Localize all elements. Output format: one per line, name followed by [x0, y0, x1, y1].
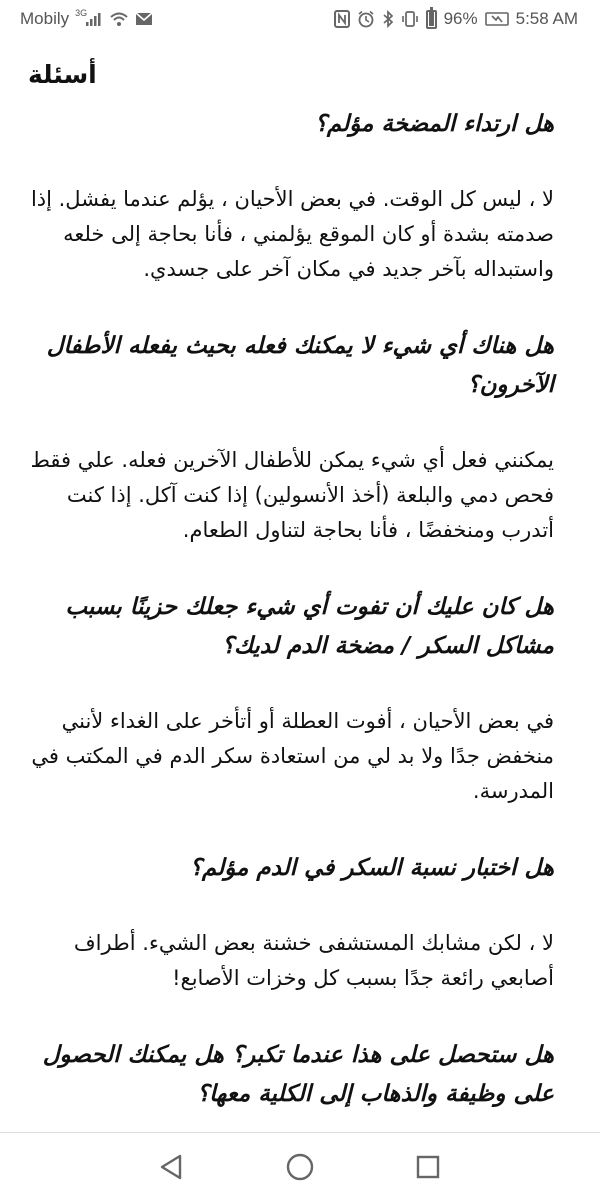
recents-icon — [415, 1154, 441, 1180]
back-icon — [158, 1153, 184, 1181]
status-bar — [0, 0, 600, 40]
signal-icon — [75, 7, 103, 26]
question-text: هل ارتداء المضخة مؤلم؟ — [314, 111, 554, 137]
answer-text: في بعض الأحيان ، أفوت العطلة أو أتأخر على الغداء لأنني منخفض جدًا ولا بد لي من استعادة سكر الدم في المكتب في المدرسة. — [31, 709, 554, 803]
status-right — [334, 9, 578, 29]
answer-text: لا ، ليس كل الوقت. في بعض الأحيان ، يؤلم عندما يفشل. إذا صدمته بشدة أو كان الموقع يؤلمني ، فأنا بحاجة إلى خلعه واستبداله بآخر جديد في مكان آخر على جسدي. — [30, 187, 554, 281]
qa-item — [28, 105, 576, 287]
qa-item — [28, 588, 576, 809]
charging-icon — [485, 12, 509, 26]
page-heading-row — [28, 60, 576, 89]
answer-text: يمكنني فعل أي شيء يمكن للأطفال الآخرين فعله. علي فقط فحص دمي والبلعة (أخذ الأنسولين) إذا كنت آكل. إذا كنت أتدرب ومنخفضًا ، فأنا بحاجة لتناول الطعام. — [30, 448, 554, 542]
clock: 5:58 AM — [515, 9, 578, 28]
battery-icon — [426, 10, 437, 29]
qa-item — [28, 1036, 576, 1114]
qa-item — [28, 849, 576, 996]
battery-percent: 96% — [443, 9, 478, 28]
vibrate-icon — [401, 10, 419, 28]
status-left — [20, 9, 153, 29]
page-heading: أسئلة — [28, 60, 97, 89]
navigation-bar — [0, 1133, 600, 1200]
network-type: 3G — [75, 7, 88, 18]
article-content — [28, 40, 576, 1132]
back-button[interactable] — [155, 1151, 187, 1183]
home-icon — [285, 1152, 315, 1182]
email-icon — [135, 12, 153, 26]
question-text: هل اختبار نسبة السكر في الدم مؤلم؟ — [189, 855, 554, 881]
wifi-icon — [109, 11, 129, 27]
bluetooth-icon — [382, 10, 394, 28]
nfc-icon — [334, 10, 350, 28]
question-text: هل كان عليك أن تفوت أي شيء جعلك حزينًا بسبب مشاكل السكر / مضخة الدم لديك؟ — [65, 594, 554, 659]
answer-text: لا ، لكن مشابك المستشفى خشنة بعض الشيء. أطراف أصابعي رائعة جدًا بسبب كل وخزات الأصابع! — [73, 931, 554, 990]
qa-item — [28, 327, 576, 548]
carrier-name: Mobily — [20, 9, 70, 28]
question-text: هل هناك أي شيء لا يمكنك فعله بحيث يفعله الأطفال الآخرون؟ — [46, 333, 554, 398]
alarm-icon — [357, 10, 375, 28]
home-button[interactable] — [284, 1151, 316, 1183]
question-text: هل ستحصل على هذا عندما تكبر؟ هل يمكنك الحصول على وظيفة والذهاب إلى الكلية معها؟ — [42, 1042, 554, 1107]
recents-button[interactable] — [412, 1151, 444, 1183]
